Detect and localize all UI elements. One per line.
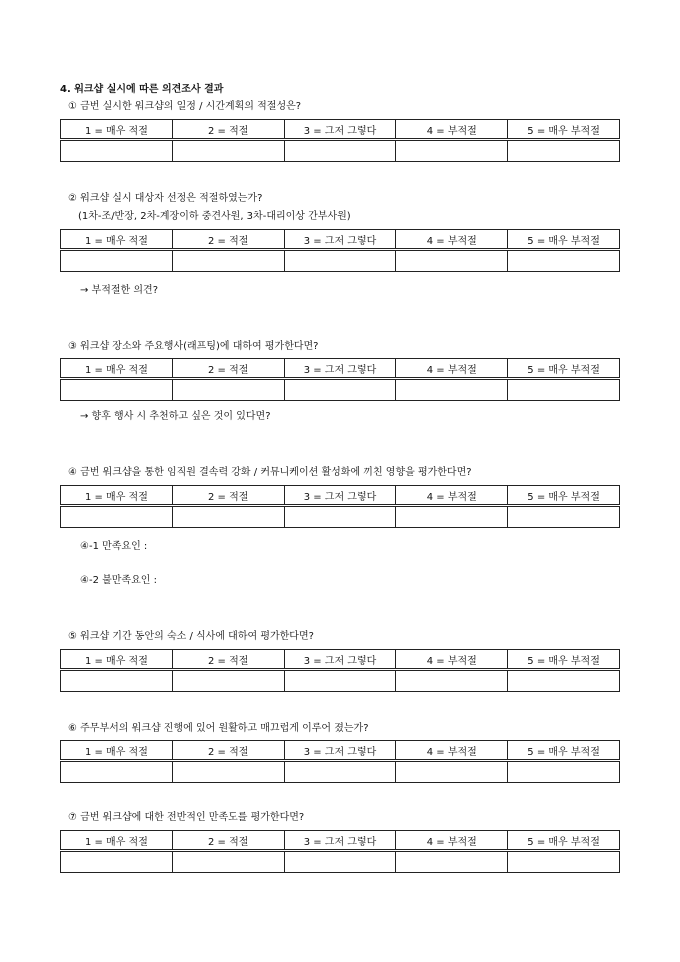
scale-label-3: 3 = 그저 그렇다 <box>284 741 396 761</box>
scale-label-4: 4 = 부적절 <box>396 831 508 851</box>
question-2: ② 워크샵 실시 대상자 선정은 적절하였는가? <box>68 193 263 204</box>
scale-label-4: 4 = 부적절 <box>396 486 508 506</box>
scale-label-2: 2 = 적절 <box>172 359 284 379</box>
scale-label-1: 1 = 매우 적절 <box>61 831 173 851</box>
answer-cell-5[interactable] <box>508 140 620 162</box>
answer-cell-2[interactable] <box>172 851 284 873</box>
answer-cell-5[interactable] <box>508 761 620 783</box>
scale-label-4: 4 = 부적절 <box>396 650 508 670</box>
answer-cell-3[interactable] <box>284 851 396 873</box>
answer-cell-3[interactable] <box>284 140 396 162</box>
answer-cell-3[interactable] <box>284 379 396 401</box>
rating-table-6 <box>60 740 620 783</box>
scale-label-5: 5 = 매우 부적절 <box>508 359 620 379</box>
answer-cell-1[interactable] <box>61 761 173 783</box>
answer-cell-1[interactable] <box>61 506 173 528</box>
scale-label-1: 1 = 매우 적절 <box>61 230 173 250</box>
rating-table-2 <box>60 229 620 272</box>
answer-cell-5[interactable] <box>508 379 620 401</box>
answer-cell-1[interactable] <box>61 140 173 162</box>
question-3-followup: → 향후 행사 시 추천하고 싶은 것이 있다면? <box>80 411 271 422</box>
answer-cell-3[interactable] <box>284 506 396 528</box>
answer-cell-4[interactable] <box>396 140 508 162</box>
question-4-dissatisfaction: ④-2 불만족요인 : <box>80 575 157 586</box>
scale-label-1: 1 = 매우 적절 <box>61 650 173 670</box>
scale-label-5: 5 = 매우 부적절 <box>508 230 620 250</box>
question-1: ① 금번 실시한 워크샵의 일정 / 시간계획의 적절성은? <box>68 101 302 112</box>
scale-label-3: 3 = 그저 그렇다 <box>284 359 396 379</box>
rating-table-7 <box>60 830 620 873</box>
answer-cell-4[interactable] <box>396 761 508 783</box>
answer-cell-5[interactable] <box>508 851 620 873</box>
answer-cell-4[interactable] <box>396 851 508 873</box>
scale-label-5: 5 = 매우 부적절 <box>508 650 620 670</box>
answer-cell-1[interactable] <box>61 851 173 873</box>
scale-label-5: 5 = 매우 부적절 <box>508 486 620 506</box>
question-2-followup: → 부적절한 의견? <box>80 285 159 296</box>
rating-table-5 <box>60 649 620 692</box>
scale-label-2: 2 = 적절 <box>172 230 284 250</box>
scale-label-3: 3 = 그저 그렇다 <box>284 120 396 140</box>
answer-cell-3[interactable] <box>284 761 396 783</box>
section-title: 4. 워크샵 실시에 따른 의견조사 결과 <box>60 84 224 95</box>
answer-cell-1[interactable] <box>61 670 173 692</box>
scale-label-2: 2 = 적절 <box>172 650 284 670</box>
scale-label-3: 3 = 그저 그렇다 <box>284 486 396 506</box>
scale-label-2: 2 = 적절 <box>172 831 284 851</box>
question-4-satisfaction: ④-1 만족요인 : <box>80 541 148 552</box>
answer-cell-4[interactable] <box>396 250 508 272</box>
scale-label-1: 1 = 매우 적절 <box>61 359 173 379</box>
scale-label-5: 5 = 매우 부적절 <box>508 831 620 851</box>
scale-label-1: 1 = 매우 적절 <box>61 741 173 761</box>
scale-label-5: 5 = 매우 부적절 <box>508 120 620 140</box>
answer-cell-5[interactable] <box>508 250 620 272</box>
answer-cell-3[interactable] <box>284 250 396 272</box>
answer-cell-2[interactable] <box>172 670 284 692</box>
answer-cell-4[interactable] <box>396 379 508 401</box>
scale-label-1: 1 = 매우 적절 <box>61 486 173 506</box>
answer-cell-5[interactable] <box>508 506 620 528</box>
answer-cell-2[interactable] <box>172 506 284 528</box>
scale-label-3: 3 = 그저 그렇다 <box>284 831 396 851</box>
question-4: ④ 금번 워크샵을 통한 임직원 결속력 강화 / 커뮤니케이션 활성화에 끼친 영향을 평가한다면? <box>68 467 472 478</box>
scale-label-4: 4 = 부적절 <box>396 230 508 250</box>
scale-label-3: 3 = 그저 그렇다 <box>284 230 396 250</box>
answer-cell-5[interactable] <box>508 670 620 692</box>
question-5: ⑤ 워크샵 기간 동안의 숙소 / 식사에 대하여 평가한다면? <box>68 631 314 642</box>
answer-cell-1[interactable] <box>61 250 173 272</box>
answer-cell-2[interactable] <box>172 250 284 272</box>
answer-cell-3[interactable] <box>284 670 396 692</box>
answer-cell-1[interactable] <box>61 379 173 401</box>
rating-table-4 <box>60 485 620 528</box>
scale-label-3: 3 = 그저 그렇다 <box>284 650 396 670</box>
answer-cell-2[interactable] <box>172 140 284 162</box>
scale-label-4: 4 = 부적절 <box>396 120 508 140</box>
scale-label-1: 1 = 매우 적절 <box>61 120 173 140</box>
answer-cell-2[interactable] <box>172 761 284 783</box>
answer-cell-2[interactable] <box>172 379 284 401</box>
answer-cell-4[interactable] <box>396 506 508 528</box>
question-6: ⑥ 주무부서의 워크샵 진행에 있어 원활하고 매끄럽게 이루어 졌는가? <box>68 723 369 734</box>
scale-label-4: 4 = 부적절 <box>396 359 508 379</box>
scale-label-2: 2 = 적절 <box>172 741 284 761</box>
scale-label-4: 4 = 부적절 <box>396 741 508 761</box>
question-2-subtext: (1차-조/반장, 2차-계장이하 중견사원, 3차-대리이상 간부사원) <box>78 211 351 222</box>
scale-label-2: 2 = 적절 <box>172 120 284 140</box>
question-7: ⑦ 금번 워크샵에 대한 전반적인 만족도를 평가한다면? <box>68 812 305 823</box>
question-3: ③ 워크샵 장소와 주요행사(래프팅)에 대하여 평가한다면? <box>68 341 319 352</box>
scale-label-5: 5 = 매우 부적절 <box>508 741 620 761</box>
rating-table-3 <box>60 358 620 401</box>
scale-label-2: 2 = 적절 <box>172 486 284 506</box>
answer-cell-4[interactable] <box>396 670 508 692</box>
rating-table-1 <box>60 119 620 162</box>
